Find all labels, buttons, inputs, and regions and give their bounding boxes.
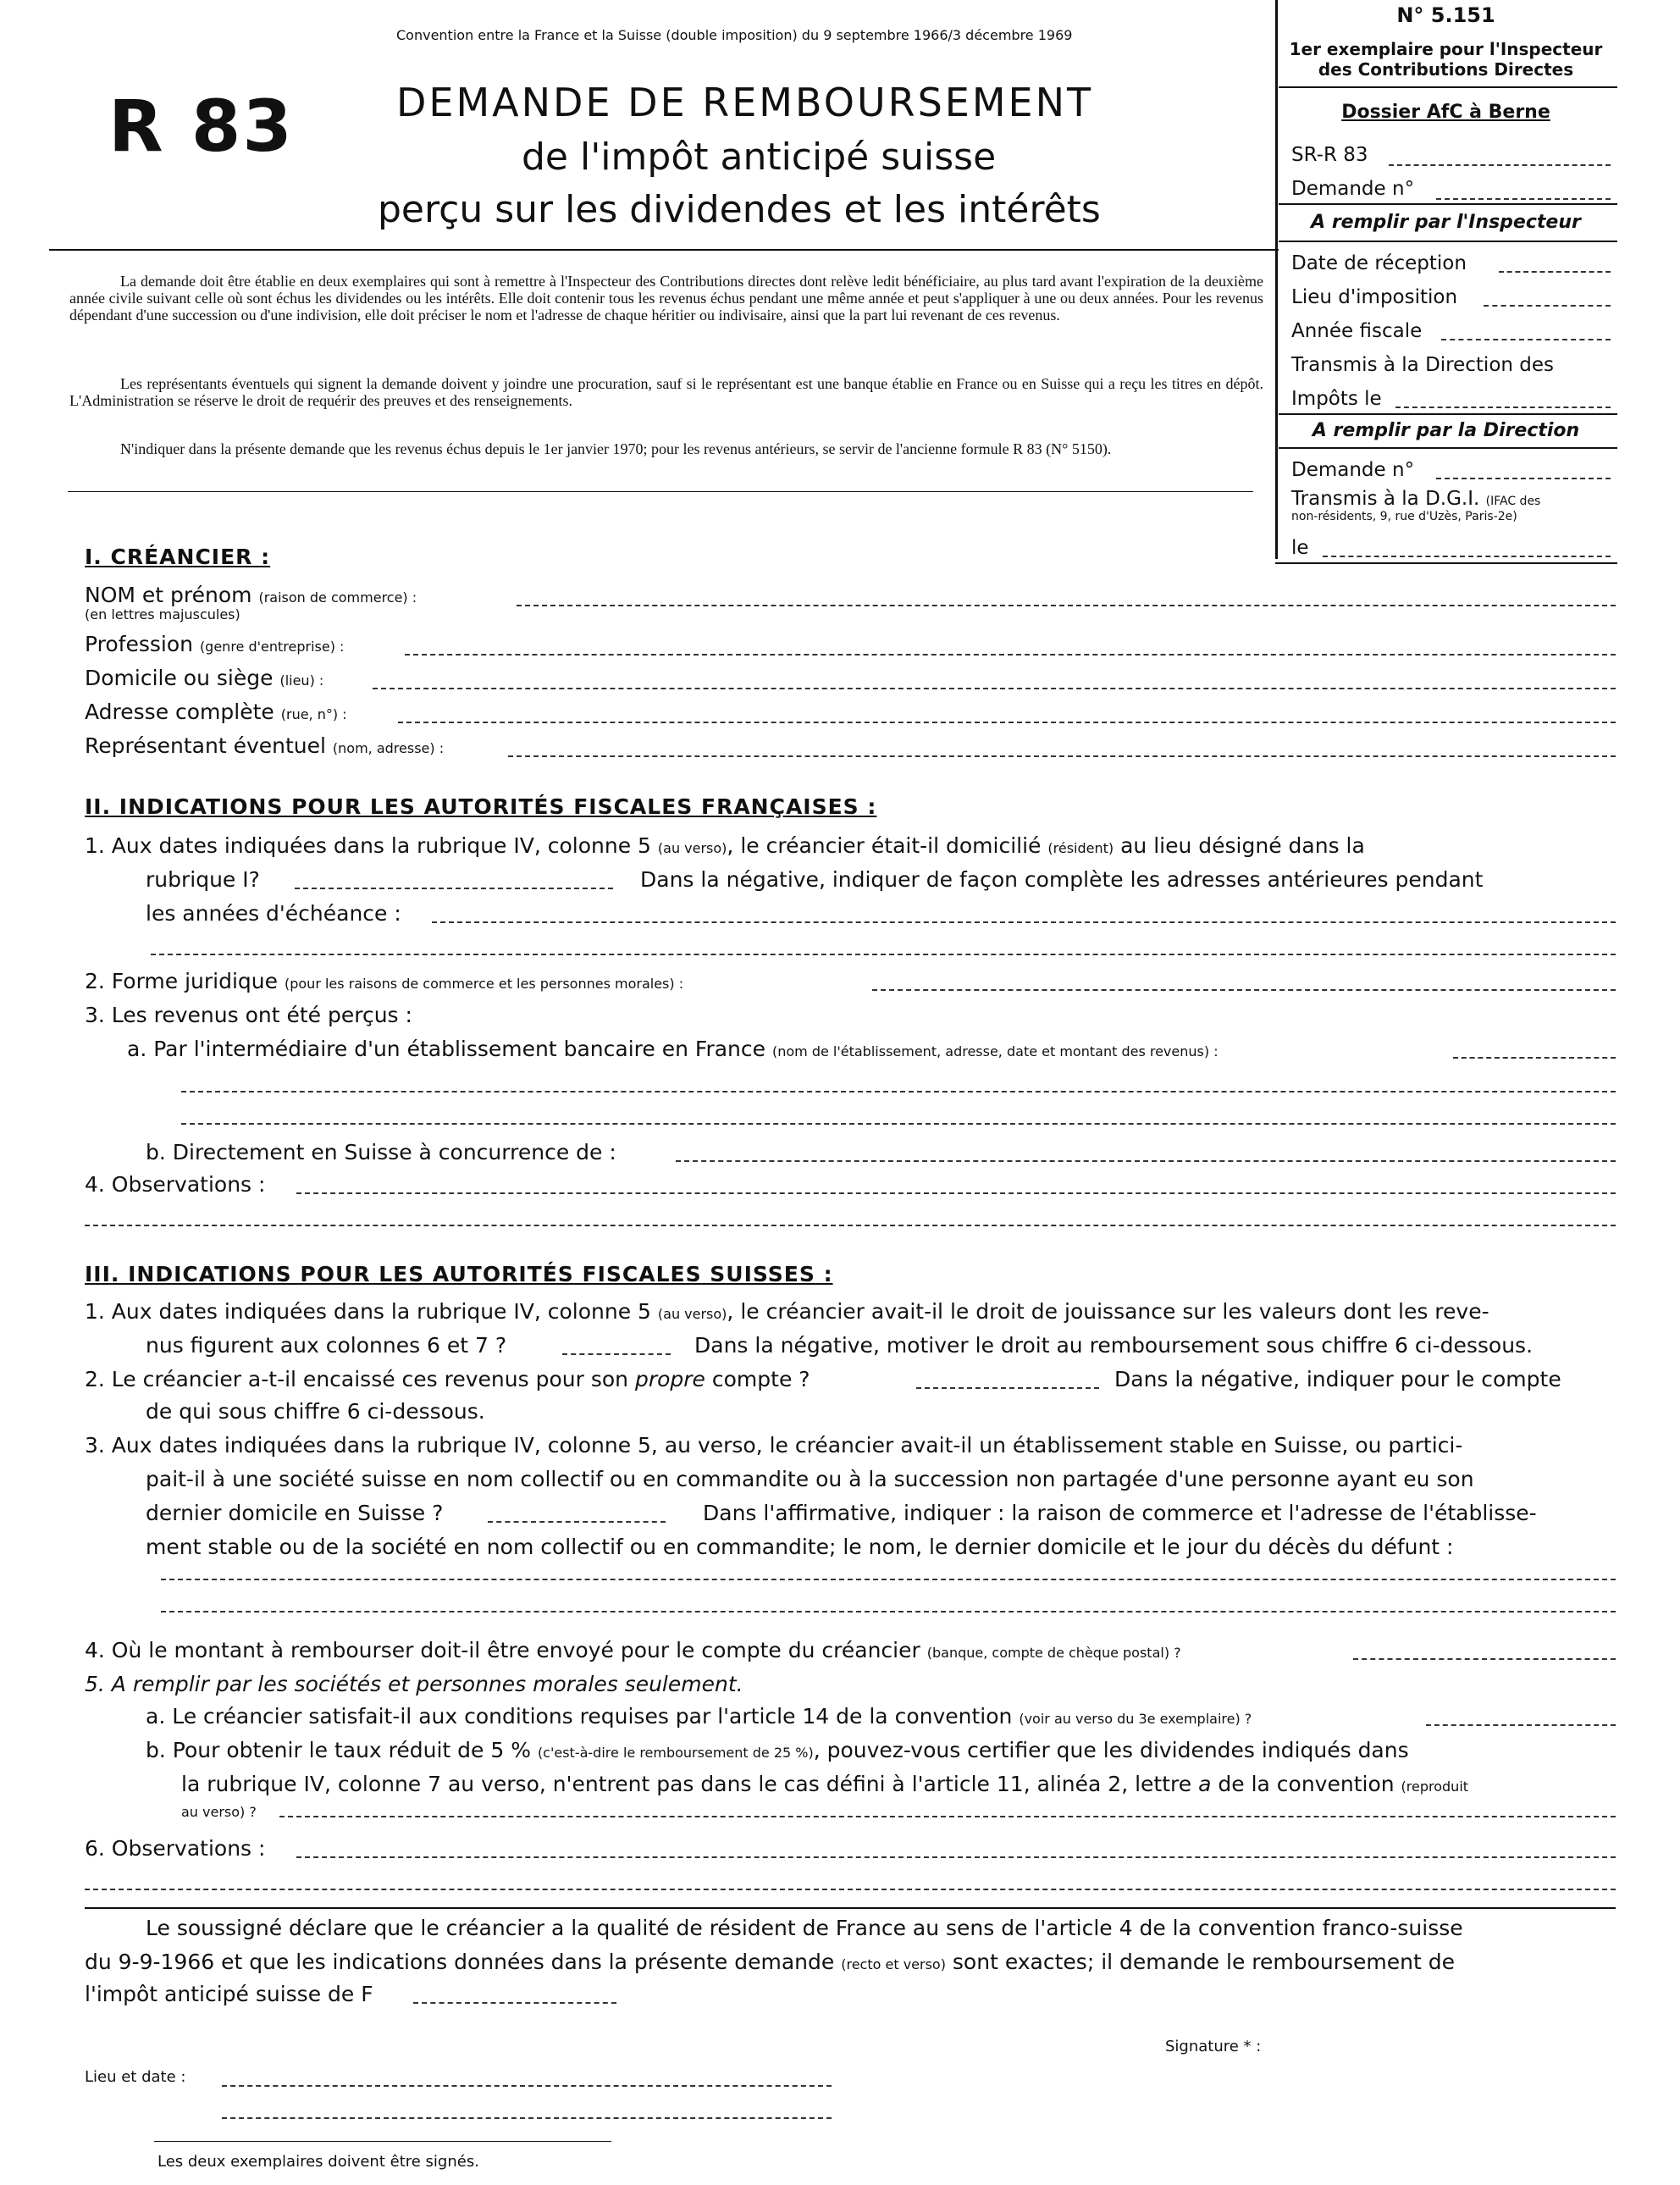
signature-label: Signature * : <box>1165 2038 1262 2055</box>
form-code: R 83 <box>108 85 294 168</box>
domicile-field[interactable] <box>373 688 1616 689</box>
adresse-label: Adresse complète (rue, n°) : <box>85 700 347 724</box>
s3-q1-field[interactable] <box>562 1353 671 1355</box>
s2-q1-line1: 1. Aux dates indiquées dans la rubrique IV, colonne 5 (au verso), le créancier était-il domicilié (résident) au lieu désigné dans la <box>85 833 1365 858</box>
dgi-le-field[interactable] <box>1323 556 1611 557</box>
copy-label-line1: 1er exemplaire pour l'Inspecteur <box>1289 39 1603 59</box>
s3-q1-line1: 1. Aux dates indiquées dans la rubrique IV, colonne 5 (au verso), le créancier avait-il le droit de jouissance sur les valeurs dont les reve- <box>85 1299 1489 1324</box>
s3-q5a-label: a. Le créancier satisfait-il aux conditions requises par l'article 14 de la convention (voir au verso du 3e exemplaire) ? <box>146 1704 1252 1729</box>
s2-q1-negative: Dans la négative, indiquer de façon complète les adresses antérieures pendant <box>640 867 1484 892</box>
dgi-le-label: le <box>1291 537 1309 559</box>
nom-label: NOM et prénom (raison de commerce) : <box>85 583 417 607</box>
s2-q1-annees: les années d'échéance : <box>146 901 401 926</box>
s2-q4-label: 4. Observations : <box>85 1172 266 1197</box>
s2-q3b-label: b. Directement en Suisse à concurrence de : <box>146 1140 616 1164</box>
declaration-line3: l'impôt anticipé suisse de F <box>85 1982 373 2006</box>
lieu-date-field-2[interactable] <box>222 2117 832 2119</box>
s2-q3-label: 3. Les revenus ont été perçus : <box>85 1003 412 1027</box>
annee-fiscale-label: Année fiscale <box>1291 320 1423 342</box>
s3-q3-line1: 3. Aux dates indiquées dans la rubrique IV, colonne 5, au verso, le créancier avait-il un établissement stable en Suisse, ou partici- <box>85 1433 1463 1458</box>
s3-q1-colonnes: nus figurent aux colonnes 6 et 7 ? <box>146 1333 507 1358</box>
s3-q2-line2: de qui sous chiffre 6 ci-dessous. <box>146 1399 485 1424</box>
lieu-date-field[interactable] <box>222 2085 832 2087</box>
lieu-imposition-label: Lieu d'imposition <box>1291 286 1458 308</box>
srr83-label: SR-R 83 <box>1291 144 1368 166</box>
intro-paragraph-1: La demande doit être établie en deux exemplaires qui sont à remettre à l'Inspecteur des Contributions directes dont relève ledit bénéficiaire, au plus tard avant l'expiration de la deuxième année civile suivant celle où sont échus les dividendes ou les intérêts. Elle doit contenir tous les revenus échus pendant une même année et peut s'appliquer à une ou deux années. Pour les revenus dépendant d'une succession ou d'une indivision, elle doit préciser le nom et l'adresse de chaque héritier ou indivisaire, ainsi que la part lui revenant de ces revenus. <box>69 273 1263 324</box>
annee-fiscale-field[interactable] <box>1441 339 1611 340</box>
s2-q2-field[interactable] <box>872 989 1616 991</box>
adresse-field[interactable] <box>398 722 1616 723</box>
demande-no-field[interactable] <box>1436 198 1611 200</box>
impots-le-field[interactable] <box>1395 407 1611 408</box>
profession-field[interactable] <box>405 654 1616 656</box>
s3-q3-field-3[interactable] <box>161 1611 1616 1612</box>
section-2-title: II. INDICATIONS POUR LES AUTORITÉS FISCALES FRANÇAISES : <box>85 794 877 819</box>
domicile-label: Domicile ou siège (lieu) : <box>85 666 324 690</box>
s3-q4-field[interactable] <box>1353 1658 1616 1660</box>
demande-no-label: Demande n° <box>1291 178 1415 200</box>
copy-label-line2: des Contributions Directes <box>1318 59 1574 80</box>
direction-title: A remplir par la Direction <box>1312 420 1580 441</box>
section-3-title: III. INDICATIONS POUR LES AUTORITÉS FISCALES SUISSES : <box>85 1262 833 1286</box>
s2-q1-rubrique: rubrique I? <box>146 867 260 892</box>
title-line2: de l'impôt anticipé suisse <box>522 136 997 179</box>
date-reception-field[interactable] <box>1499 271 1611 273</box>
s2-q3a-field-2[interactable] <box>181 1091 1616 1092</box>
s3-q5b-line1: b. Pour obtenir le taux réduit de 5 % (c'est-à-dire le remboursement de 25 %), pouvez-vous certifier que les dividendes indiqués dans <box>146 1738 1409 1762</box>
s3-q2-negative: Dans la négative, indiquer pour le compte <box>1114 1367 1561 1391</box>
s2-q2-label: 2. Forme juridique (pour les raisons de commerce et les personnes morales) : <box>85 969 684 993</box>
declaration-line1: Le soussigné déclare que le créancier a la qualité de résident de France au sens de l'article 4 de la convention franco-suisse <box>146 1916 1463 1940</box>
s3-q2-field[interactable] <box>916 1387 1099 1389</box>
admin-number: N° 5.151 <box>1396 3 1495 27</box>
lieu-imposition-field[interactable] <box>1484 305 1611 307</box>
afc-title: Dossier AfC à Berne <box>1341 102 1550 123</box>
srr83-field[interactable] <box>1389 164 1611 166</box>
s3-q5b-line3: au verso) ? <box>181 1804 257 1820</box>
transmis-dgi-line1: Transmis à la D.G.I. (IFAC des <box>1291 488 1541 510</box>
title-line3: perçu sur les dividendes et les intérêts <box>378 188 1101 231</box>
date-reception-label: Date de réception <box>1291 252 1467 274</box>
s2-q4-field[interactable] <box>296 1192 1616 1194</box>
footer-note: Les deux exemplaires doivent être signés. <box>158 2153 479 2171</box>
montant-field[interactable] <box>413 2002 616 2004</box>
s2-q3b-field[interactable] <box>676 1160 1616 1162</box>
inspecteur-title: A remplir par l'Inspecteur <box>1311 212 1581 233</box>
s3-q3-affirmative: Dans l'affirmative, indiquer : la raison de commerce et l'adresse de l'établisse- <box>703 1501 1537 1525</box>
admin-box-left-border <box>1275 0 1278 559</box>
s3-q2-line1: 2. Le créancier a-t-il encaissé ces revenus pour son propre compte ? <box>85 1367 810 1391</box>
s3-q3-line2: pait-il à une société suisse en nom collectif ou en commandite ou à la succession non partagée d'une personne ayant eu son <box>146 1467 1474 1491</box>
s2-q1-answer-field[interactable] <box>295 888 613 889</box>
s3-q6-field-2[interactable] <box>85 1889 1616 1890</box>
s3-q6-field[interactable] <box>296 1856 1616 1858</box>
lieu-date-label: Lieu et date : <box>85 2068 186 2086</box>
s3-q1-negative: Dans la négative, motiver le droit au remboursement sous chiffre 6 ci-dessous. <box>694 1333 1534 1358</box>
s3-q3-field[interactable] <box>488 1521 666 1523</box>
demande-no-2-field[interactable] <box>1436 478 1611 479</box>
s3-q6-label: 6. Observations : <box>85 1836 266 1861</box>
transmis-direction-line2: Impôts le <box>1291 388 1382 410</box>
nom-field[interactable] <box>517 605 1616 606</box>
s2-q4-field-2[interactable] <box>85 1225 1616 1226</box>
s3-q5a-field[interactable] <box>1426 1724 1616 1726</box>
s3-q3-line3: dernier domicile en Suisse ? <box>146 1501 444 1525</box>
s2-q3a-label: a. Par l'intermédiaire d'un établissement bancaire en France (nom de l'établissement, adresse, date et montant des revenus) : <box>127 1037 1219 1061</box>
transmis-dgi-line2: non-résidents, 9, rue d'Uzès, Paris-2e) <box>1291 510 1517 523</box>
s2-q1-annees-field[interactable] <box>432 921 1616 923</box>
profession-label: Profession (genre d'entreprise) : <box>85 632 345 656</box>
section-1-title: I. CRÉANCIER : <box>85 545 271 569</box>
demande-no-2-label: Demande n° <box>1291 459 1415 481</box>
s3-q5b-field[interactable] <box>279 1816 1616 1817</box>
s3-q3-field-2[interactable] <box>161 1579 1616 1580</box>
s3-q4-label: 4. Où le montant à rembourser doit-il être envoyé pour le compte du créancier (banque, compte de chèque postal) ? <box>85 1638 1181 1662</box>
title-line1: DEMANDE DE REMBOURSEMENT <box>396 80 1094 125</box>
nom-note: (en lettres majuscules) <box>85 606 240 622</box>
intro-paragraph-2: Les représentants éventuels qui signent la demande doivent y joindre une procuration, sauf si le représentant est une banque établie en France ou en Suisse qui a reçu les titres en dépôt. L'Administration se réserve le droit de requérir des preuves et des renseignements. <box>69 375 1263 409</box>
s3-q3-line4: ment stable ou de la société en nom collectif ou en commandite; le nom, le dernier domicile et le jour du décès du défunt : <box>146 1535 1454 1559</box>
transmis-direction-line1: Transmis à la Direction des <box>1291 354 1555 376</box>
convention-line: Convention entre la France et la Suisse (double imposition) du 9 septembre 1966/3 décembre 1969 <box>396 27 1073 43</box>
representant-label: Représentant éventuel (nom, adresse) : <box>85 733 445 758</box>
s2-q3a-field[interactable] <box>1453 1057 1616 1059</box>
intro-paragraph-3: N'indiquer dans la présente demande que les revenus échus depuis le 1er janvier 1970; pour les revenus antérieurs, se servir de l'ancienne formule R 83 (N° 5150). <box>120 440 1112 457</box>
declaration-line2: du 9-9-1966 et que les indications données dans la présente demande (recto et verso) sont exactes; il demande le remboursement de <box>85 1950 1456 1974</box>
representant-field[interactable] <box>508 755 1616 757</box>
s2-q3a-field-3[interactable] <box>181 1123 1616 1125</box>
s2-q1-annees-field-2[interactable] <box>151 954 1616 955</box>
s3-q5-label: 5. A remplir par les sociétés et personnes morales seulement. <box>85 1672 743 1696</box>
s3-q5b-line2: la rubrique IV, colonne 7 au verso, n'entrent pas dans le cas défini à l'article 11, alinéa 2, lettre a de la convention (reproduit <box>181 1772 1469 1796</box>
